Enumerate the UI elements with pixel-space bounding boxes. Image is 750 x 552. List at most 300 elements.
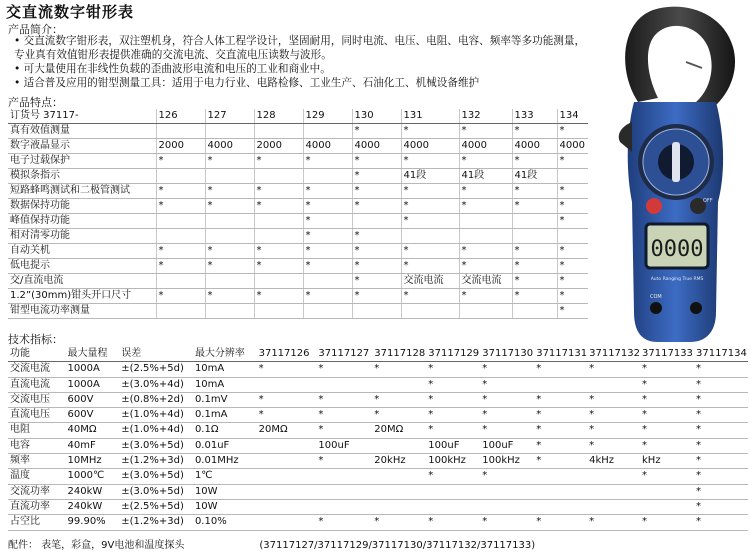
- table-cell: 4000: [459, 139, 512, 154]
- accessories-line: [8, 536, 535, 551]
- table-cell: [372, 377, 426, 392]
- table-cell: [459, 214, 512, 229]
- table-cell: *: [557, 154, 588, 169]
- table-cell: [205, 274, 254, 289]
- table-cell: [257, 438, 317, 453]
- row-label: 真有效值测量: [8, 124, 156, 139]
- features-row: [8, 169, 588, 184]
- table-cell: *: [557, 259, 588, 274]
- table-cell: [316, 499, 372, 514]
- table-cell: [303, 169, 352, 184]
- table-cell: *: [694, 408, 748, 423]
- row-label: 电阻: [8, 423, 66, 438]
- features-row: [8, 199, 588, 214]
- table-cell: 0.1mA: [193, 408, 257, 423]
- table-cell: *: [205, 154, 254, 169]
- table-cell: *: [587, 392, 640, 407]
- table-cell: 20MΩ: [372, 423, 426, 438]
- table-cell: 0.1mV: [193, 392, 257, 407]
- table-cell: *: [459, 154, 512, 169]
- table-cell: 100uF: [480, 438, 534, 453]
- table-cell: *: [694, 484, 748, 499]
- table-cell: *: [459, 184, 512, 199]
- table-cell: *: [316, 392, 372, 407]
- table-cell: [352, 304, 401, 319]
- table-cell: [459, 229, 512, 244]
- table-cell: [587, 469, 640, 484]
- header-cell: 37117133: [640, 347, 694, 362]
- table-cell: *: [156, 289, 205, 304]
- table-cell: *: [426, 469, 480, 484]
- table-cell: [254, 304, 303, 319]
- table-cell: 4000: [205, 139, 254, 154]
- table-cell: *: [156, 199, 205, 214]
- header-cell: 129: [303, 109, 352, 124]
- table-cell: *: [640, 438, 694, 453]
- table-cell: 600V: [66, 392, 120, 407]
- features-heading: 产品特点：: [8, 96, 63, 109]
- table-cell: [316, 469, 372, 484]
- table-cell: ±(2.5%+5d): [119, 362, 193, 377]
- table-cell: *: [640, 392, 694, 407]
- table-cell: *: [303, 154, 352, 169]
- header-cell: 131: [401, 109, 459, 124]
- table-cell: 4000: [557, 139, 588, 154]
- table-cell: *: [156, 154, 205, 169]
- specs-row: [8, 454, 748, 469]
- table-cell: [205, 304, 254, 319]
- table-cell: *: [316, 362, 372, 377]
- table-cell: 10mA: [193, 362, 257, 377]
- features-row: [8, 229, 588, 244]
- table-cell: [205, 229, 254, 244]
- table-cell: *: [205, 184, 254, 199]
- accessories-label: 配件：: [8, 540, 38, 551]
- table-cell: [205, 214, 254, 229]
- specs-row: [8, 484, 748, 499]
- header-cell: 37117130: [480, 347, 534, 362]
- table-cell: *: [480, 469, 534, 484]
- table-cell: *: [352, 184, 401, 199]
- table-cell: *: [694, 392, 748, 407]
- header-cell: 126: [156, 109, 205, 124]
- table-cell: [257, 377, 317, 392]
- features-row: [8, 139, 588, 154]
- table-cell: *: [372, 362, 426, 377]
- table-cell: *: [401, 244, 459, 259]
- table-cell: 0.01MHz: [193, 454, 257, 469]
- table-cell: *: [426, 362, 480, 377]
- table-cell: *: [426, 392, 480, 407]
- table-cell: *: [352, 229, 401, 244]
- page-title: 交直流数字钳形表: [6, 3, 135, 21]
- specs-row: [8, 515, 748, 530]
- table-cell: 240kW: [66, 484, 120, 499]
- table-cell: *: [303, 214, 352, 229]
- specs-row: [8, 362, 748, 377]
- table-cell: *: [587, 408, 640, 423]
- table-cell: 100kHz: [426, 454, 480, 469]
- table-cell: 4kHz: [587, 454, 640, 469]
- specs-table: [8, 347, 748, 531]
- table-cell: *: [257, 392, 317, 407]
- header-cell: 误差: [119, 347, 193, 362]
- table-cell: *: [352, 124, 401, 139]
- table-cell: *: [512, 184, 557, 199]
- table-cell: *: [512, 199, 557, 214]
- table-cell: 41段: [459, 169, 512, 184]
- table-cell: [254, 169, 303, 184]
- table-cell: 1000A: [66, 377, 120, 392]
- table-cell: *: [694, 423, 748, 438]
- table-cell: 100uF: [316, 438, 372, 453]
- table-cell: *: [557, 274, 588, 289]
- table-cell: *: [372, 408, 426, 423]
- table-cell: ±(3.0%+4d): [119, 377, 193, 392]
- table-cell: [156, 304, 205, 319]
- table-cell: *: [587, 362, 640, 377]
- table-cell: *: [254, 154, 303, 169]
- row-label: 短路蜂鸣测试和二极管测试: [8, 184, 156, 199]
- table-cell: *: [640, 423, 694, 438]
- table-cell: [534, 499, 587, 514]
- table-cell: ±(3.0%+5d): [119, 484, 193, 499]
- table-cell: [156, 274, 205, 289]
- row-label: 占空比: [8, 515, 66, 530]
- table-cell: *: [426, 377, 480, 392]
- specs-row: [8, 499, 748, 514]
- row-label: 交流功率: [8, 484, 66, 499]
- table-cell: [205, 169, 254, 184]
- table-cell: [352, 214, 401, 229]
- table-cell: *: [480, 515, 534, 530]
- table-cell: ±(1.0%+4d): [119, 423, 193, 438]
- table-cell: [587, 484, 640, 499]
- table-cell: 1000℃: [66, 469, 120, 484]
- table-cell: *: [303, 199, 352, 214]
- header-cell: 127: [205, 109, 254, 124]
- table-cell: *: [205, 289, 254, 304]
- table-cell: [640, 484, 694, 499]
- com-label: COM: [650, 294, 662, 300]
- table-cell: *: [557, 244, 588, 259]
- table-cell: [156, 229, 205, 244]
- specs-row: [8, 469, 748, 484]
- table-cell: *: [401, 154, 459, 169]
- table-cell: kHz: [640, 454, 694, 469]
- table-cell: *: [426, 408, 480, 423]
- table-cell: *: [426, 515, 480, 530]
- table-cell: 1℃: [193, 469, 257, 484]
- table-cell: 4000: [352, 139, 401, 154]
- table-cell: *: [303, 229, 352, 244]
- table-cell: [587, 377, 640, 392]
- table-cell: 4000: [512, 139, 557, 154]
- intro-bullet: • 适合普及应用的钳型测量工具：适用于电力行业、电路检修、工业生产、石油化工、机械设备维护: [14, 77, 480, 89]
- table-cell: *: [534, 454, 587, 469]
- table-cell: [303, 274, 352, 289]
- header-cell: 功能: [8, 347, 66, 362]
- table-cell: *: [512, 259, 557, 274]
- row-label: 电容: [8, 438, 66, 453]
- row-label: 直流功率: [8, 499, 66, 514]
- lcd-display: [646, 224, 708, 268]
- table-cell: *: [254, 184, 303, 199]
- table-cell: [257, 515, 317, 530]
- table-cell: [401, 229, 459, 244]
- intro-bullet: • 交直流数字钳形表，双注塑机身，符合人体工程学设计，坚固耐用，同时电流、电压、电阻、电容、频率等多功能测量，: [14, 35, 586, 47]
- header-cell: 134: [557, 109, 588, 124]
- table-cell: *: [557, 124, 588, 139]
- table-cell: [254, 124, 303, 139]
- row-label: 相对清零功能: [8, 229, 156, 244]
- accessories-models: (37117127/37117129/37117130/37117132/37117133): [259, 540, 536, 551]
- table-cell: *: [205, 244, 254, 259]
- table-cell: 4000: [303, 139, 352, 154]
- row-label: 数据保持功能: [8, 199, 156, 214]
- table-cell: [640, 499, 694, 514]
- table-cell: *: [512, 124, 557, 139]
- table-cell: ±(3.0%+5d): [119, 438, 193, 453]
- table-cell: *: [316, 423, 372, 438]
- table-cell: [205, 124, 254, 139]
- table-cell: 240kW: [66, 499, 120, 514]
- row-label: 电子过载保护: [8, 154, 156, 169]
- table-cell: *: [257, 362, 317, 377]
- header-cell: 订货号 37117-: [8, 109, 156, 124]
- table-cell: *: [512, 274, 557, 289]
- table-cell: *: [512, 289, 557, 304]
- specs-row-header: [8, 347, 748, 362]
- table-cell: 2000: [156, 139, 205, 154]
- table-cell: *: [694, 362, 748, 377]
- table-cell: ±(2.5%+5d): [119, 499, 193, 514]
- table-cell: *: [694, 469, 748, 484]
- header-cell: 37117132: [587, 347, 640, 362]
- features-table: [8, 109, 588, 319]
- table-cell: *: [534, 438, 587, 453]
- table-cell: *: [587, 438, 640, 453]
- table-cell: *: [694, 454, 748, 469]
- table-cell: [254, 229, 303, 244]
- table-cell: 0.1Ω: [193, 423, 257, 438]
- table-cell: *: [640, 515, 694, 530]
- table-cell: [372, 438, 426, 453]
- table-cell: 交流电流: [401, 274, 459, 289]
- table-cell: 40mF: [66, 438, 120, 453]
- lcd-reading: 0000: [650, 237, 704, 262]
- intro-heading: 产品简介：: [8, 23, 63, 36]
- table-cell: *: [401, 199, 459, 214]
- header-cell: 最大量程: [66, 347, 120, 362]
- header-cell: 130: [352, 109, 401, 124]
- table-cell: *: [316, 515, 372, 530]
- table-cell: [254, 274, 303, 289]
- table-cell: *: [401, 124, 459, 139]
- table-cell: [459, 304, 512, 319]
- table-cell: [254, 214, 303, 229]
- model-label: Auto Ranging True RMS: [650, 277, 704, 282]
- features-row: [8, 214, 588, 229]
- table-cell: [480, 484, 534, 499]
- specs-row: [8, 408, 748, 423]
- table-cell: *: [303, 244, 352, 259]
- table-cell: *: [640, 408, 694, 423]
- specs-row: [8, 392, 748, 407]
- table-cell: *: [352, 244, 401, 259]
- row-label: 钳型电流功率测量: [8, 304, 156, 319]
- table-cell: [480, 499, 534, 514]
- table-cell: [534, 377, 587, 392]
- table-cell: 20MΩ: [257, 423, 317, 438]
- header-cell: 128: [254, 109, 303, 124]
- table-cell: [156, 214, 205, 229]
- features-row: [8, 184, 588, 199]
- table-cell: ±(1.2%+3d): [119, 515, 193, 530]
- table-cell: *: [640, 362, 694, 377]
- table-cell: *: [205, 199, 254, 214]
- header-cell: 37117126: [257, 347, 317, 362]
- specs-row: [8, 423, 748, 438]
- table-cell: *: [459, 199, 512, 214]
- table-cell: *: [694, 377, 748, 392]
- clamp-jaw: [625, 7, 735, 110]
- table-cell: [372, 469, 426, 484]
- table-cell: *: [557, 304, 588, 319]
- table-cell: 20kHz: [372, 454, 426, 469]
- table-cell: *: [401, 289, 459, 304]
- table-cell: [512, 229, 557, 244]
- table-cell: *: [303, 259, 352, 274]
- row-label: 模拟条指示: [8, 169, 156, 184]
- table-cell: *: [254, 259, 303, 274]
- row-label: 直流电流: [8, 377, 66, 392]
- table-cell: [557, 169, 588, 184]
- table-cell: *: [372, 515, 426, 530]
- features-row: [8, 244, 588, 259]
- table-cell: [156, 169, 205, 184]
- header-cell: 37117134: [694, 347, 748, 362]
- features-row: [8, 274, 588, 289]
- table-cell: *: [352, 154, 401, 169]
- table-cell: *: [557, 184, 588, 199]
- table-cell: [372, 484, 426, 499]
- row-label: 直流电压: [8, 408, 66, 423]
- header-cell: 37117129: [426, 347, 480, 362]
- row-label: 峰值保持功能: [8, 214, 156, 229]
- table-cell: [156, 124, 205, 139]
- table-cell: *: [480, 392, 534, 407]
- row-label: 交/直流电流: [8, 274, 156, 289]
- table-cell: *: [557, 214, 588, 229]
- table-cell: ±(3.0%+5d): [119, 469, 193, 484]
- clamp-meter-image: [598, 2, 750, 347]
- header-cell: 133: [512, 109, 557, 124]
- table-cell: *: [156, 184, 205, 199]
- header-cell: 37117131: [534, 347, 587, 362]
- hold-button-icon: [646, 198, 662, 214]
- table-cell: *: [257, 408, 317, 423]
- table-cell: *: [459, 244, 512, 259]
- row-label: 交流电压: [8, 392, 66, 407]
- table-cell: 10W: [193, 499, 257, 514]
- table-cell: *: [303, 289, 352, 304]
- table-cell: 10W: [193, 484, 257, 499]
- row-label: 数字液晶显示: [8, 139, 156, 154]
- table-cell: *: [480, 362, 534, 377]
- features-row: [8, 304, 588, 319]
- table-cell: *: [254, 289, 303, 304]
- table-cell: *: [534, 408, 587, 423]
- table-cell: *: [557, 199, 588, 214]
- table-cell: [534, 469, 587, 484]
- table-cell: *: [156, 259, 205, 274]
- specs-row: [8, 377, 748, 392]
- table-cell: *: [352, 169, 401, 184]
- table-cell: *: [459, 289, 512, 304]
- table-cell: *: [587, 515, 640, 530]
- table-cell: *: [534, 515, 587, 530]
- header-cell: 最大分辨率: [193, 347, 257, 362]
- table-cell: *: [401, 259, 459, 274]
- table-cell: 41段: [401, 169, 459, 184]
- table-cell: *: [426, 423, 480, 438]
- table-cell: *: [156, 244, 205, 259]
- table-cell: [257, 454, 317, 469]
- table-cell: [587, 499, 640, 514]
- table-cell: [372, 499, 426, 514]
- table-cell: [512, 214, 557, 229]
- table-cell: *: [534, 423, 587, 438]
- table-cell: [426, 499, 480, 514]
- table-cell: [257, 469, 317, 484]
- header-cell: 37117128: [372, 347, 426, 362]
- table-cell: *: [557, 289, 588, 304]
- table-cell: *: [352, 289, 401, 304]
- table-cell: *: [640, 377, 694, 392]
- row-label: 频率: [8, 454, 66, 469]
- table-cell: *: [459, 124, 512, 139]
- intro-bullet: • 可大量使用在非线性负载的歪曲波形电流和电压的工业和商业中。: [14, 63, 331, 75]
- table-cell: [257, 484, 317, 499]
- features-row-header: [8, 109, 588, 124]
- table-cell: 100kHz: [480, 454, 534, 469]
- table-cell: 1000A: [66, 362, 120, 377]
- table-cell: ±(1.0%+4d): [119, 408, 193, 423]
- table-cell: *: [640, 469, 694, 484]
- table-cell: *: [316, 454, 372, 469]
- header-cell: 37117127: [316, 347, 372, 362]
- table-cell: *: [352, 259, 401, 274]
- table-cell: *: [512, 154, 557, 169]
- table-cell: [303, 304, 352, 319]
- table-cell: *: [401, 184, 459, 199]
- table-cell: [257, 499, 317, 514]
- table-cell: [426, 484, 480, 499]
- table-cell: 10mA: [193, 377, 257, 392]
- table-cell: [534, 484, 587, 499]
- table-cell: *: [480, 408, 534, 423]
- table-cell: *: [352, 274, 401, 289]
- row-label: 温度: [8, 469, 66, 484]
- specs-row: [8, 438, 748, 453]
- table-cell: 99.90%: [66, 515, 120, 530]
- table-cell: 40MΩ: [66, 423, 120, 438]
- table-cell: *: [534, 392, 587, 407]
- row-label: 1.2”(30mm)钳头开口尺寸: [8, 289, 156, 304]
- row-label: 自动关机: [8, 244, 156, 259]
- table-cell: [316, 484, 372, 499]
